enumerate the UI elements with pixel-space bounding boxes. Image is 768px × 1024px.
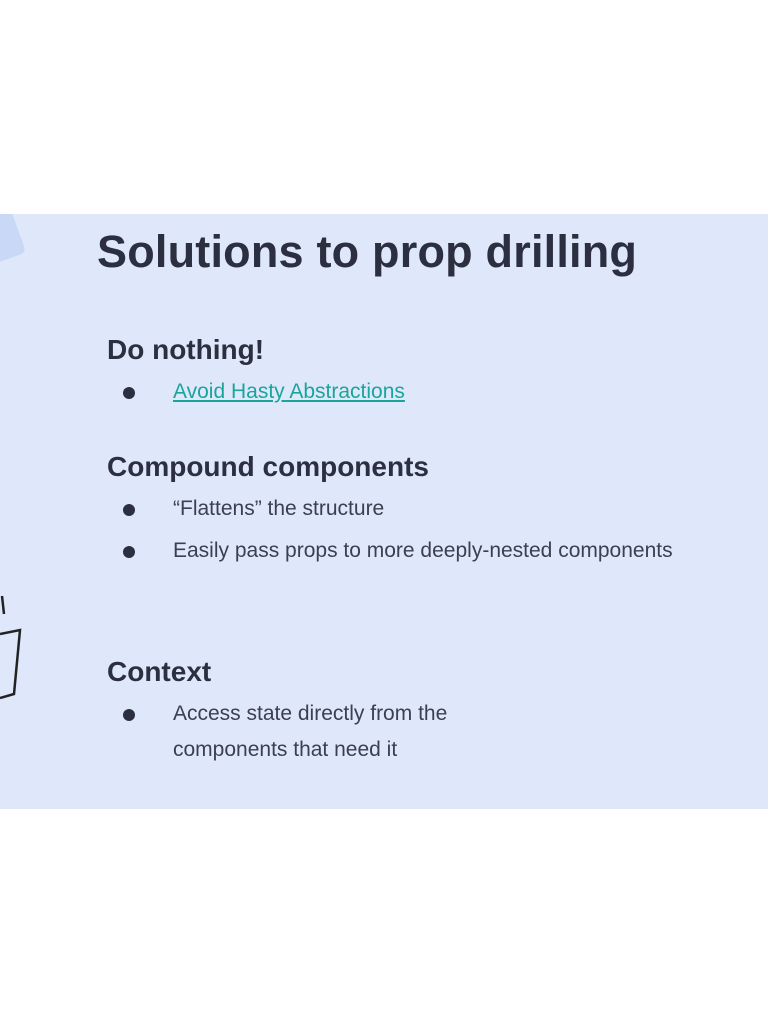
bullet-text: “Flattens” the structure xyxy=(173,497,385,520)
hand-drawn-illustration xyxy=(0,594,30,724)
bullet-list xyxy=(107,696,727,768)
section-compound-components xyxy=(107,449,727,569)
list-item xyxy=(107,491,727,527)
bullet-text: Access state directly from the components that need it xyxy=(173,702,448,761)
avoid-hasty-abstractions-link[interactable]: Avoid Hasty Abstractions xyxy=(173,380,405,403)
list-item xyxy=(107,696,553,768)
section-do-nothing xyxy=(107,332,727,410)
section-heading: Do nothing! xyxy=(107,334,265,365)
slide xyxy=(0,214,768,809)
bullet-list xyxy=(107,491,727,569)
bullet-icon xyxy=(123,504,135,516)
bullet-icon xyxy=(123,387,135,399)
bullet-icon xyxy=(123,709,135,721)
list-item xyxy=(107,374,727,410)
bullet-text: Easily pass props to more deeply-nested components xyxy=(173,539,673,562)
bullet-list xyxy=(107,374,727,410)
decorative-shape xyxy=(0,214,26,271)
slide-title: Solutions to prop drilling xyxy=(97,226,638,277)
bullet-icon xyxy=(123,546,135,558)
section-heading: Compound components xyxy=(107,451,429,482)
section-context xyxy=(107,654,727,768)
section-heading: Context xyxy=(107,656,212,687)
list-item xyxy=(107,533,673,569)
